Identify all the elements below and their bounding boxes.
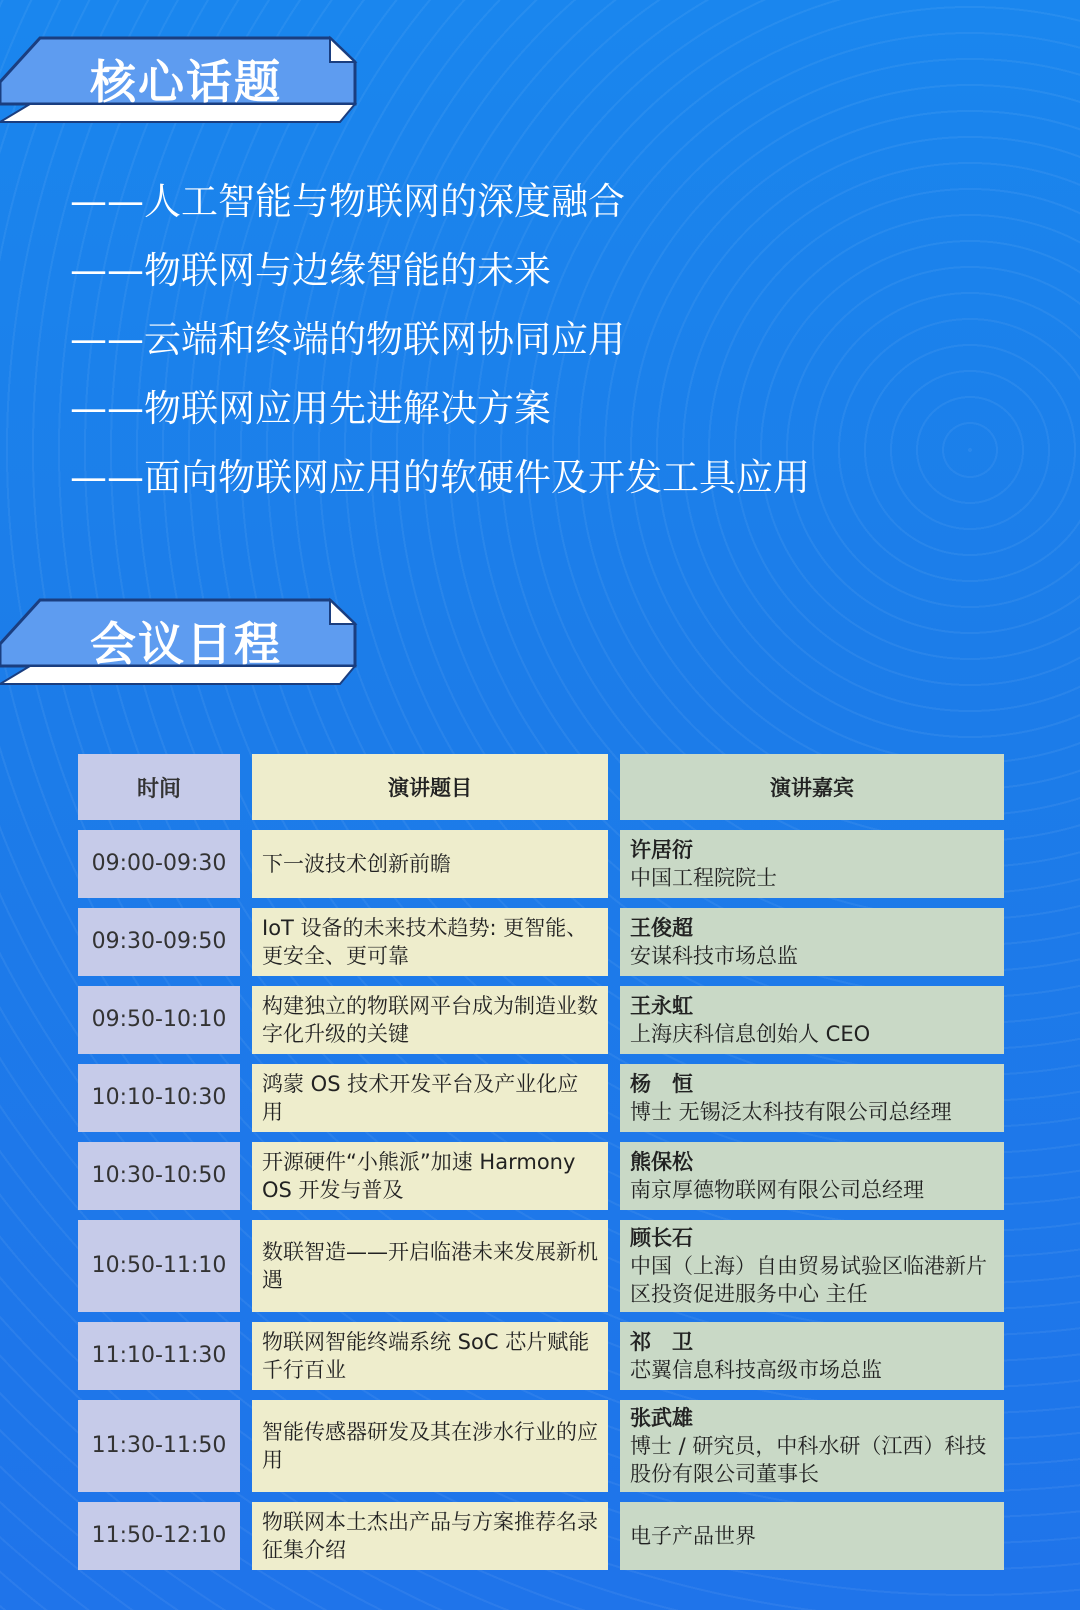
section-title: 核心话题: [90, 55, 282, 109]
speaker-cell: [620, 1502, 1004, 1570]
speaker-name: 王俊超: [630, 916, 693, 940]
speaker-cell: [620, 1322, 1004, 1390]
speaker-cell: [620, 1400, 1004, 1492]
topic-cell: 智能传感器研发及其在涉水行业的应用: [252, 1400, 608, 1492]
topic-item: ——物联网与边缘智能的未来: [70, 249, 551, 292]
time-cell: 10:30-10:50: [78, 1142, 240, 1210]
speaker-title: 上海庆科信息创始人 CEO: [630, 1022, 871, 1046]
header-topic: 演讲题目: [252, 754, 608, 820]
table-row: [78, 1142, 1004, 1210]
table-row: [78, 1220, 1004, 1312]
schedule-section-badge: [0, 596, 360, 686]
speaker-cell: [620, 1220, 1004, 1312]
topic-item: ——物联网应用先进解决方案: [70, 387, 551, 430]
speaker-name: 顾长石: [630, 1226, 693, 1250]
time-cell: 11:50-12:10: [78, 1502, 240, 1570]
topic-item: ——人工智能与物联网的深度融合: [70, 180, 625, 223]
speaker-name: 张武雄: [630, 1406, 693, 1430]
topic-cell: 构建独立的物联网平台成为制造业数字化升级的关键: [252, 986, 608, 1054]
table-header: [78, 754, 1004, 820]
topic-cell: 开源硬件“小熊派”加速 Harmony OS 开发与普及: [252, 1142, 608, 1210]
speaker-title: 芯翼信息科技高级市场总监: [630, 1358, 882, 1382]
topic-item: ——面向物联网应用的软硬件及开发工具应用: [70, 456, 810, 499]
topic-cell: 物联网智能终端系统 SoC 芯片赋能千行百业: [252, 1322, 608, 1390]
table-row: [78, 1322, 1004, 1390]
header-speaker: 演讲嘉宾: [620, 754, 1004, 820]
topic-item: ——云端和终端的物联网协同应用: [70, 318, 625, 361]
table-row: [78, 986, 1004, 1054]
topic-cell: 下一波技术创新前瞻: [252, 830, 608, 898]
speaker-name: 许居衍: [630, 838, 693, 862]
time-cell: 09:30-09:50: [78, 908, 240, 976]
table-row: [78, 1064, 1004, 1132]
table-row: [78, 1400, 1004, 1492]
topic-cell: 鸿蒙 OS 技术开发平台及产业化应用: [252, 1064, 608, 1132]
time-cell: 10:50-11:10: [78, 1220, 240, 1312]
table-row: [78, 1502, 1004, 1570]
table-row: [78, 830, 1004, 898]
speaker-name: 杨 恒: [630, 1072, 693, 1096]
topic-list: [70, 178, 1050, 523]
schedule-table: [66, 744, 1016, 1580]
header-time: 时间: [78, 754, 240, 820]
time-cell: 09:00-09:30: [78, 830, 240, 898]
time-cell: 09:50-10:10: [78, 986, 240, 1054]
speaker-title: 中国工程院院士: [630, 866, 777, 890]
speaker-title: 安谋科技市场总监: [630, 944, 798, 968]
speaker-title: 博士 / 研究员，中科水研（江西）科技股份有限公司董事长: [630, 1434, 987, 1486]
speaker-cell: [620, 908, 1004, 976]
speaker-cell: [620, 830, 1004, 898]
section-title: 会议日程: [90, 617, 282, 671]
table-body: [78, 830, 1004, 1570]
topic-cell: 物联网本土杰出产品与方案推荐名录征集介绍: [252, 1502, 608, 1570]
topic-cell: IoT 设备的未来技术趋势: 更智能、更安全、更可靠: [252, 908, 608, 976]
speaker-title: 中国（上海）自由贸易试验区临港新片区投资促进服务中心 主任: [630, 1254, 987, 1306]
speaker-title: 博士 无锡泛太科技有限公司总经理: [630, 1100, 952, 1124]
table-row: [78, 908, 1004, 976]
topic-cell: 数联智造——开启临港未来发展新机遇: [252, 1220, 608, 1312]
time-cell: 10:10-10:30: [78, 1064, 240, 1132]
speaker-name: 祁 卫: [630, 1330, 693, 1354]
time-cell: 11:30-11:50: [78, 1400, 240, 1492]
speaker-cell: [620, 986, 1004, 1054]
speaker-cell: [620, 1142, 1004, 1210]
speaker-title: 电子产品世界: [630, 1524, 756, 1548]
speaker-name: 王永虹: [630, 994, 693, 1018]
topics-section-badge: [0, 34, 360, 124]
speaker-name: 熊保松: [630, 1150, 693, 1174]
speaker-title: 南京厚德物联网有限公司总经理: [630, 1178, 924, 1202]
speaker-cell: [620, 1064, 1004, 1132]
time-cell: 11:10-11:30: [78, 1322, 240, 1390]
